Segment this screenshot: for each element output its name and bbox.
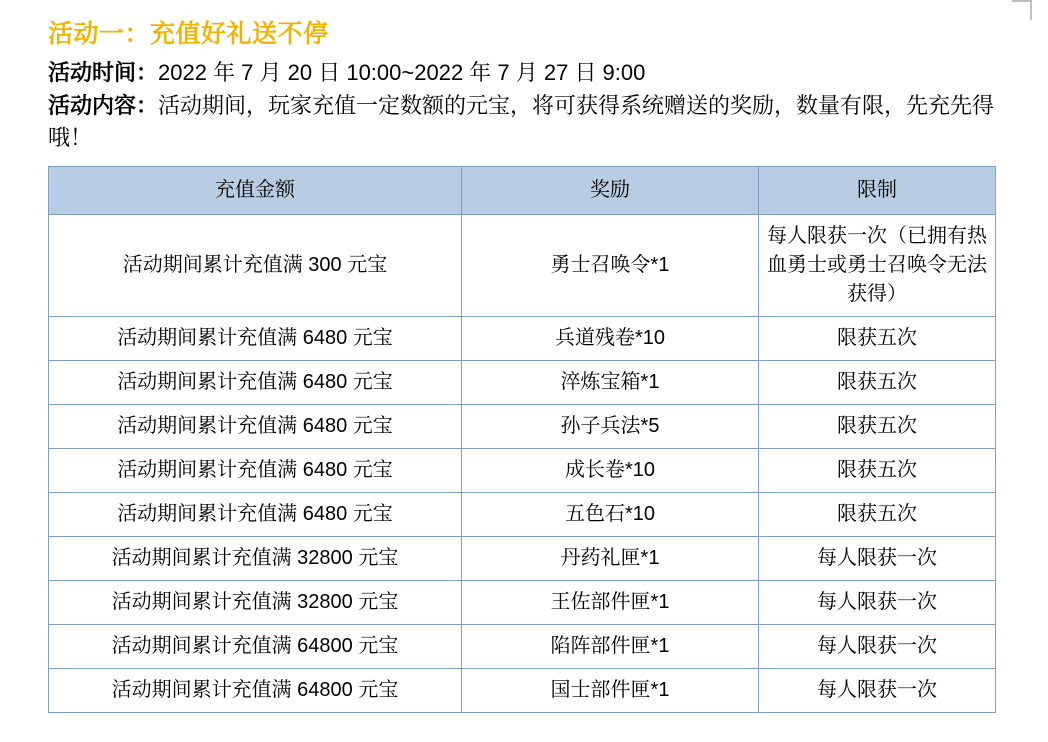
cell-limit: 限获五次 xyxy=(759,449,996,493)
column-header-reward: 奖励 xyxy=(462,167,759,215)
activity-time-value: 2022 年 7 月 20 日 10:00~2022 年 7 月 27 日 9:00 xyxy=(158,59,646,85)
cell-reward: 陷阵部件匣*1 xyxy=(462,625,759,669)
table-row xyxy=(49,361,996,405)
cell-reward: 五色石*10 xyxy=(462,493,759,537)
cell-limit: 每人限获一次 xyxy=(759,581,996,625)
table-row xyxy=(49,215,996,317)
cell-amount: 活动期间累计充值满 6480 元宝 xyxy=(49,449,462,493)
cell-limit: 限获五次 xyxy=(759,361,996,405)
activity-content-value: 活动期间，玩家充值一定数额的元宝，将可获得系统赠送的奖励，数量有限，先充先得哦！ xyxy=(48,93,995,151)
cell-reward: 成长卷*10 xyxy=(462,449,759,493)
cell-reward: 淬炼宝箱*1 xyxy=(462,361,759,405)
cell-limit: 限获五次 xyxy=(759,317,996,361)
table-row xyxy=(49,493,996,537)
column-header-amount: 充值金额 xyxy=(49,167,462,215)
cell-limit: 限获五次 xyxy=(759,405,996,449)
cell-reward: 孙子兵法*5 xyxy=(462,405,759,449)
document-content xyxy=(48,18,1000,713)
table-row xyxy=(49,449,996,493)
cell-amount: 活动期间累计充值满 6480 元宝 xyxy=(49,317,462,361)
activity-time-line xyxy=(48,57,1000,89)
cell-limit: 每人限获一次 xyxy=(759,537,996,581)
cell-reward: 王佐部件匣*1 xyxy=(462,581,759,625)
column-header-limit: 限制 xyxy=(759,167,996,215)
cell-limit: 每人限获一次 xyxy=(759,625,996,669)
cell-amount: 活动期间累计充值满 32800 元宝 xyxy=(49,537,462,581)
cell-limit: 每人限获一次 xyxy=(759,669,996,713)
cell-amount: 活动期间累计充值满 64800 元宝 xyxy=(49,669,462,713)
cell-limit: 限获五次 xyxy=(759,493,996,537)
table-row xyxy=(49,625,996,669)
cell-amount: 活动期间累计充值满 6480 元宝 xyxy=(49,405,462,449)
cell-amount: 活动期间累计充值满 6480 元宝 xyxy=(49,493,462,537)
activity-time-label: 活动时间： xyxy=(48,59,159,85)
cell-reward: 丹药礼匣*1 xyxy=(462,537,759,581)
reward-table-body xyxy=(49,215,996,713)
table-header-row xyxy=(49,167,996,215)
table-row xyxy=(49,405,996,449)
activity-title: 活动一：充值好礼送不停 xyxy=(48,20,329,48)
cell-reward: 国士部件匣*1 xyxy=(462,669,759,713)
reward-table xyxy=(48,166,996,713)
table-row xyxy=(49,581,996,625)
cell-reward: 勇士召唤令*1 xyxy=(462,215,759,317)
activity-content-line xyxy=(48,90,1000,154)
page-corner-mark xyxy=(1012,0,1032,20)
cell-amount: 活动期间累计充值满 300 元宝 xyxy=(49,215,462,317)
table-row xyxy=(49,669,996,713)
cell-amount: 活动期间累计充值满 32800 元宝 xyxy=(49,581,462,625)
cell-reward: 兵道残卷*10 xyxy=(462,317,759,361)
activity-content-label: 活动内容： xyxy=(48,93,159,119)
cell-amount: 活动期间累计充值满 6480 元宝 xyxy=(49,361,462,405)
cell-amount: 活动期间累计充值满 64800 元宝 xyxy=(49,625,462,669)
table-row xyxy=(49,537,996,581)
reward-table-head xyxy=(49,167,996,215)
cell-limit: 每人限获一次（已拥有热血勇士或勇士召唤令无法获得） xyxy=(759,215,996,317)
table-row xyxy=(49,317,996,361)
